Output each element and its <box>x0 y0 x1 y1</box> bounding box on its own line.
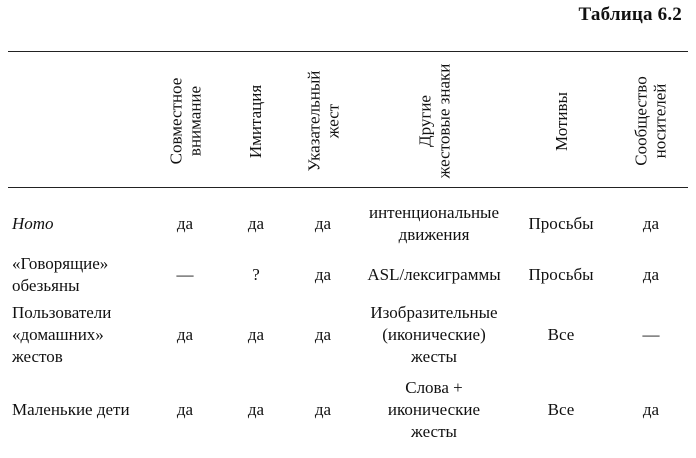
table-cell-line: движения <box>398 225 470 244</box>
table-cell-line: да <box>176 400 194 419</box>
table-cell-line: жесты <box>411 347 457 366</box>
table-cell-line: (иконические) <box>382 325 486 344</box>
column-header-text <box>247 84 266 157</box>
column-header-text <box>304 71 342 172</box>
table-top-rule <box>8 51 688 52</box>
column-header-5 <box>512 62 610 180</box>
table-cell-line: да <box>314 214 332 233</box>
table-cell <box>222 252 290 298</box>
column-header-line: Совместное <box>166 77 186 165</box>
table-cell <box>356 372 512 448</box>
table-cell-line: да <box>642 400 660 419</box>
row-label-line: жестов <box>12 347 63 366</box>
column-header-4 <box>356 62 512 180</box>
row-label <box>12 200 150 248</box>
row-label-line: «Говорящие» <box>12 254 109 273</box>
row-label <box>12 300 150 370</box>
table-cell <box>150 252 220 298</box>
row-label-line: Homo <box>12 214 54 233</box>
table-cell <box>612 372 690 448</box>
column-header-line: жест <box>323 103 342 139</box>
table-cell <box>356 200 512 248</box>
column-header-6 <box>612 62 690 180</box>
table-cell <box>222 300 290 370</box>
table-cell <box>512 300 610 370</box>
column-header-line: Имитация <box>246 84 266 158</box>
column-header-text <box>415 64 453 179</box>
table-cell <box>512 252 610 298</box>
column-header-line: Другие <box>414 95 434 148</box>
table-cell-line: да <box>247 325 265 344</box>
column-header-line: жестовые знаки <box>433 63 453 179</box>
table-cell <box>612 300 690 370</box>
table-cell-line: жесты <box>411 422 457 441</box>
table-cell <box>612 200 690 248</box>
table-cell <box>292 300 354 370</box>
table-cell-line: да <box>176 214 194 233</box>
row-label-line: Маленькие дети <box>12 400 130 419</box>
table-header-rule <box>8 187 688 188</box>
table-cell-line: да <box>247 214 265 233</box>
table-cell-line: Слова + <box>405 378 463 397</box>
table-cell-line: да <box>642 265 660 284</box>
table-cell <box>150 200 220 248</box>
table-cell <box>356 300 512 370</box>
table-cell <box>292 252 354 298</box>
table-cell-line: да <box>314 400 332 419</box>
table-cell-line: да <box>314 325 332 344</box>
column-header-text <box>632 76 670 165</box>
column-header-3 <box>292 62 354 180</box>
table-cell-line: иконические <box>387 400 481 419</box>
table-cell <box>356 252 512 298</box>
table-cell <box>512 200 610 248</box>
column-header-line: Сообщество <box>632 76 651 166</box>
table-cell <box>612 252 690 298</box>
column-header-text <box>551 92 570 151</box>
table-cell-line: да <box>314 265 332 284</box>
table-cell-line: ASL/лексиграммы <box>367 265 501 284</box>
table-cell-line: Просьбы <box>528 214 594 233</box>
table-cell <box>150 300 220 370</box>
table-cell <box>222 372 290 448</box>
table-cell-line: да <box>642 214 660 233</box>
table-cell-line: — <box>176 265 194 284</box>
table-cell <box>512 372 610 448</box>
table-cell <box>150 372 220 448</box>
column-header-line: носителей <box>651 83 670 159</box>
column-header-2 <box>222 62 290 180</box>
table-cell <box>292 372 354 448</box>
column-header-text <box>166 78 204 165</box>
table-caption: Таблица 6.2 <box>578 4 682 25</box>
table-cell-line: — <box>642 325 660 344</box>
table-cell-line: интенциональные <box>368 203 500 222</box>
row-label-line: «домашних» <box>12 325 104 344</box>
table-cell-line: Изобразительные <box>370 303 498 322</box>
column-header-line: внимание <box>185 85 205 157</box>
column-header-line: Мотивы <box>551 91 571 151</box>
table-cell-line: Все <box>547 325 575 344</box>
table-cell-line: Просьбы <box>528 265 594 284</box>
table-cell-line: ? <box>252 265 260 284</box>
row-label-line: Пользователи <box>12 303 112 322</box>
table-cell-line: да <box>247 400 265 419</box>
table-cell <box>222 200 290 248</box>
row-label-line: обезьяны <box>12 276 80 295</box>
table-cell-line: Все <box>547 400 575 419</box>
column-header-line: Указательный <box>304 70 323 172</box>
row-label <box>12 372 150 448</box>
table-cell <box>292 200 354 248</box>
row-label <box>12 252 150 298</box>
column-header-1 <box>150 62 220 180</box>
table-cell-line: да <box>176 325 194 344</box>
